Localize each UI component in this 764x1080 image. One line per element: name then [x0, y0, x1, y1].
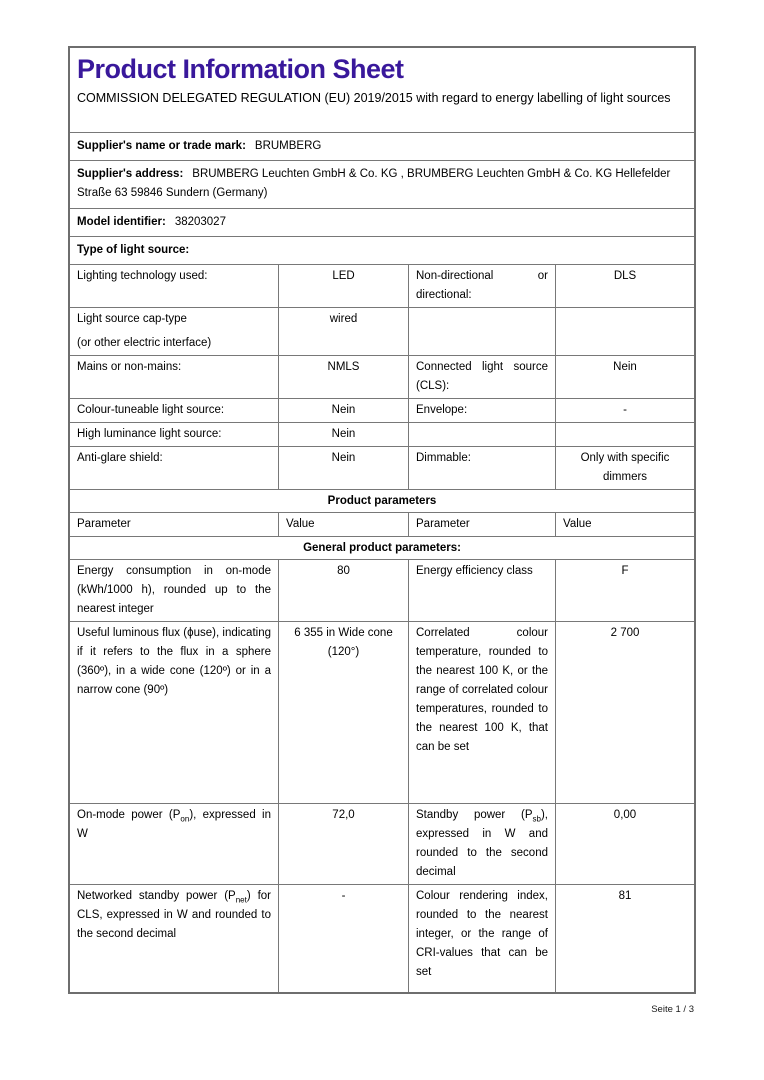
- column-header-value: Value: [563, 518, 592, 530]
- value-cell: 72,0: [279, 804, 409, 884]
- table-row: [70, 446, 694, 489]
- regulation-subtitle: COMMISSION DELEGATED REGULATION (EU) 2019/2015 with regard to energy labelling of light sources: [77, 91, 671, 105]
- param-cell: Correlated colour temperature, rounded to the nearest 100 K, or the range of correlated colour temperatures, rounded to the nearest 100 K, that can be set: [409, 622, 556, 803]
- param-text: ), expressed in W and rounded to the second decimal: [416, 809, 548, 878]
- page-title: Product Information Sheet: [77, 54, 404, 84]
- table-row: [70, 355, 694, 398]
- value-cell: 6 355 in Wide cone (120°): [279, 622, 409, 803]
- param-cell: [409, 423, 556, 446]
- param-cell: [70, 804, 279, 884]
- value-cell: Only with specific dimmers: [580, 452, 670, 483]
- value-cell: -: [623, 404, 627, 416]
- param-cell: Energy efficiency class: [409, 560, 556, 621]
- table-row: [70, 559, 694, 621]
- value-cell: -: [279, 885, 409, 992]
- value-cell: Nein: [279, 399, 409, 422]
- value-cell: LED: [279, 265, 409, 307]
- supplier-address-value: BRUMBERG Leuchten GmbH & Co. KG , BRUMBERG Leuchten GmbH & Co. KG Hellefelder Straße 63 59846 Sundern (Germany): [77, 168, 671, 199]
- param-subscript: on: [180, 814, 190, 824]
- supplier-name-value: BRUMBERG: [254, 140, 322, 152]
- value-cell: Nein: [613, 361, 637, 373]
- supplier-address-label: Supplier's address:: [77, 168, 184, 180]
- supplier-address-row: [70, 160, 694, 208]
- param-subscript: sb: [532, 814, 541, 824]
- param-cell: Useful luminous flux (ϕuse), indicating if it refers to the flux in a sphere (360º), in a wide cone (120º) or in a narrow cone (90º): [70, 622, 279, 803]
- param-text: ) for CLS, expressed in W and rounded to the second decimal: [77, 890, 271, 940]
- param-cell: Dimmable:: [409, 447, 556, 489]
- param-cell: Energy consumption in on-mode (kWh/1000 h), rounded up to the nearest integer: [70, 560, 279, 621]
- param-cell: [409, 804, 556, 884]
- product-parameters-heading: Product parameters: [70, 489, 694, 512]
- general-parameters-heading: General product parameters:: [70, 536, 694, 559]
- column-header-row: [70, 512, 694, 536]
- supplier-name-row: [70, 132, 694, 160]
- value-cell: [556, 423, 694, 446]
- value-cell: 80: [279, 560, 409, 621]
- param-cell: Non-directional or directional:: [409, 265, 556, 307]
- model-identifier-value: 38203027: [174, 216, 226, 228]
- param-cell: [70, 885, 279, 992]
- table-row: [70, 621, 694, 803]
- param-subscript: net: [235, 895, 247, 905]
- value-cell: 81: [618, 890, 632, 902]
- supplier-name-label: Supplier's name or trade mark:: [77, 140, 246, 152]
- param-cell: Envelope:: [409, 399, 556, 422]
- table-row: [70, 884, 694, 992]
- table-row: [70, 803, 694, 884]
- type-of-light-source-heading: Type of light source:: [77, 244, 190, 256]
- param-cell: High luminance light source:: [70, 423, 279, 446]
- header-block: [70, 48, 694, 132]
- column-header-parameter: Parameter: [409, 513, 556, 536]
- value-cell: NMLS: [279, 356, 409, 398]
- param-cell: Anti-glare shield:: [70, 447, 279, 489]
- param-cell: Colour-tuneable light source:: [70, 399, 279, 422]
- table-row: [70, 307, 694, 355]
- value-cell: Nein: [279, 447, 409, 489]
- value-cell: F: [621, 565, 629, 577]
- type-of-light-source-heading-row: [70, 236, 694, 264]
- param-text: On-mode power (P: [77, 809, 181, 821]
- param-cell: Connected light source (CLS):: [409, 356, 556, 398]
- model-identifier-label: Model identifier:: [77, 216, 166, 228]
- model-identifier-row: [70, 208, 694, 236]
- column-header-parameter: Parameter: [70, 513, 279, 536]
- param-text: ), expressed in W: [77, 809, 271, 840]
- param-text: Standby power (P: [416, 809, 533, 821]
- value-cell: [556, 308, 694, 355]
- value-cell: 0,00: [613, 809, 637, 821]
- param-cell: Mains or non-mains:: [70, 356, 279, 398]
- param-cell: [409, 308, 556, 355]
- page-number: Seite 1 / 3: [651, 1004, 694, 1015]
- cap-type-line2: (or other electric interface): [77, 337, 212, 349]
- cap-type-line1: Light source cap-type: [77, 313, 187, 325]
- param-text: Networked standby power (P: [77, 890, 236, 902]
- product-information-sheet: [68, 46, 696, 994]
- param-cell: [70, 308, 279, 355]
- param-cell: Lighting technology used:: [70, 265, 279, 307]
- table-row: [70, 398, 694, 422]
- value-cell: Nein: [279, 423, 409, 446]
- table-row: [70, 422, 694, 446]
- param-cell: Colour rendering index, rounded to the nearest integer, or the range of CRI-values that can be set: [409, 885, 556, 992]
- value-cell: wired: [279, 308, 409, 355]
- value-cell: DLS: [613, 270, 637, 282]
- value-cell: 2 700: [610, 627, 640, 639]
- table-row: [70, 264, 694, 307]
- column-header-value: Value: [279, 513, 409, 536]
